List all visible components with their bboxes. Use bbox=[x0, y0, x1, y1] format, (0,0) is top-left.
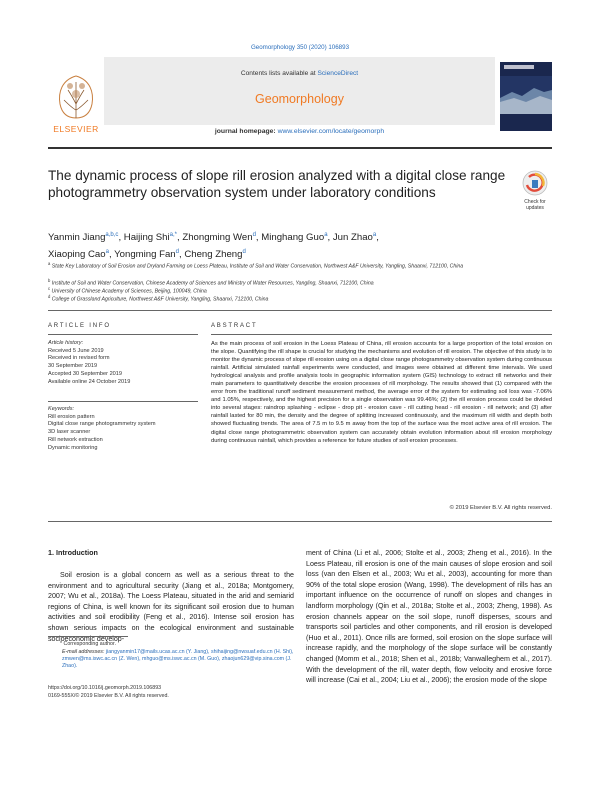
affiliation-sup: b bbox=[48, 278, 51, 283]
author[interactable] bbox=[48, 232, 118, 243]
abstract-bottom-rule bbox=[48, 521, 552, 522]
doi-link[interactable]: https://doi.org/10.1016/j.geomorph.2019.106893 bbox=[48, 685, 162, 691]
article-info-rule bbox=[48, 334, 198, 335]
keyword: Digital close range photogrammetry system bbox=[48, 421, 156, 428]
author-name: Xiaoping Cao bbox=[48, 249, 106, 261]
author-name: Minghang Guo bbox=[261, 232, 325, 244]
keyword: Rill network extraction bbox=[48, 436, 103, 443]
author-affiliation-sup: a bbox=[105, 249, 109, 256]
author-affiliation-sup: a bbox=[372, 232, 377, 238]
history-item: Received 5 June 2019 bbox=[48, 347, 104, 354]
corresponding-author-note: * Corresponding author. bbox=[60, 641, 116, 647]
elsevier-logo-icon bbox=[48, 70, 104, 130]
contents-prefix: Contents lists available at bbox=[240, 70, 318, 77]
footnote-rule bbox=[48, 636, 128, 637]
author-name: Jun Zhao bbox=[332, 232, 373, 244]
affiliation bbox=[48, 293, 552, 304]
sciencedirect-link[interactable]: ScienceDirect bbox=[317, 70, 359, 77]
keyword: Rill erosion pattern bbox=[48, 413, 95, 420]
affiliation-rule bbox=[48, 310, 552, 311]
history-item: 30 September 2019 bbox=[48, 363, 98, 370]
email-addresses bbox=[48, 649, 294, 671]
header-rule bbox=[48, 147, 552, 149]
author-affiliation-sup: a bbox=[324, 232, 328, 238]
badge-line1: Check for bbox=[524, 199, 546, 205]
affiliation bbox=[48, 260, 552, 271]
affiliation-sup: a bbox=[48, 261, 51, 266]
affiliation-sup: c bbox=[48, 286, 51, 291]
author[interactable] bbox=[114, 249, 179, 260]
author-name: Haijing Shi bbox=[123, 232, 170, 244]
keyword: Dynamic monitoring bbox=[48, 444, 98, 451]
article-title: The dynamic process of slope rill erosion analyzed with a digital close range photogrammetry observation system under laboratory conditions bbox=[48, 168, 506, 200]
affiliation-text: Institute of Soil and Water Conservation, Chinese Academy of Sciences and Ministry of Water Resources, Yangling, Shaanxi, 712100, China bbox=[51, 280, 374, 287]
intro-column-1: Soil erosion is a global concern as well as a serious threat to the environment and to agricultural security (Jiang et al., 2018a; Montgomery, 2007; Wu et al., 2018a). The Loess Plateau, situated in the arid and semiarid regions of China, is well known for its significant soil erosion due to human activities and soil erodibility (Feng et al., 2016). Intense soil erosion has shown serious impacts on the ecological environment and sustainable socioeconomic develop- bbox=[48, 571, 294, 643]
email-label: E-mail addresses: bbox=[62, 649, 105, 655]
issn-line: 0169-555X/© 2019 Elsevier B.V. All rights reserved. bbox=[48, 693, 169, 699]
author-affiliation-sup: d bbox=[175, 249, 179, 256]
article-history bbox=[48, 340, 198, 386]
journal-banner bbox=[104, 57, 495, 125]
affiliation-text: State Key Laboratory of Soil Erosion and Dryland Farming on Loess Plateau, Institute of Soil and Water Conservation, Northwest A&F University, Yangling, Shaanxi, 712100, China bbox=[51, 263, 464, 270]
author-name: Zhongming Wen bbox=[182, 232, 253, 244]
history-item: Available online 24 October 2019 bbox=[48, 378, 131, 385]
author-name: Yanmin Jiang bbox=[48, 232, 106, 244]
homepage-link[interactable]: www.elsevier.com/locate/geomorph bbox=[277, 128, 385, 135]
email-list[interactable]: jiangyanmin17@mails.ucas.ac.cn (Y. Jiang), shihaijing@nwsuaf.edu.cn (H. Shi), zmwen@ms.iswc.ac.cn (Z. Wen), mhguo@ms.iswc.ac.cn (M. Guo), zhaojun629@vip.sina.com (J. Zhao). bbox=[62, 649, 294, 670]
abstract-copyright: © 2019 Elsevier B.V. All rights reserved. bbox=[449, 505, 552, 511]
author-affiliation-sup: d bbox=[252, 232, 256, 238]
author-list: Yanmin Jiang$^{a,b,c}$, Haijing Shi$^{a,*}$, Zhongming Wen$^d$, Minghang Guo$^a$, Jun Zhao$^a$, Xiaoping Cao$^a$, Yongming Fan$^d$, Cheng Zheng$^d$ bbox=[48, 232, 379, 261]
keywords-rule bbox=[48, 401, 198, 402]
homepage-label: journal homepage: bbox=[214, 128, 276, 135]
journal-name: Geomorphology bbox=[255, 92, 344, 106]
contents-line bbox=[104, 70, 495, 77]
check-for-updates-badge[interactable] bbox=[515, 168, 555, 214]
journal-cover-image bbox=[500, 62, 552, 131]
affiliation-sup: d bbox=[48, 294, 51, 299]
homepage-line bbox=[104, 128, 495, 135]
author-name: Yongming Fan bbox=[114, 249, 176, 261]
affiliation-text: University of Chinese Academy of Sciences, Beijing, 100049, China bbox=[51, 288, 207, 295]
journal-reference[interactable]: Geomorphology 350 (2020) 106893 bbox=[250, 44, 350, 51]
history-item: Accepted 30 September 2019 bbox=[48, 370, 123, 377]
author[interactable] bbox=[184, 249, 245, 260]
author[interactable] bbox=[333, 232, 376, 243]
abstract-rule bbox=[211, 334, 552, 335]
check-for-updates-icon bbox=[515, 168, 555, 214]
affiliation-text: College of Grassland Agriculture, Northwest A&F University, Yangling, Shaanxi, 712100, China bbox=[51, 296, 269, 303]
keywords bbox=[48, 406, 198, 452]
intro-column-2: ment of China (Li et al., 2006; Stolte et al., 2003; Zheng et al., 2016). In the Loess Plateau, rill erosion is one of the main causes of slope erosion and soil loss (van den Elsen et al., 2003; Wu et al., 2003), accounting for more than 90% of the total slope erosion (Wang, 1998). The development of rills has an important influence on the occurrence of runoff on slopes and changes in landform morphology (Qin et al., 2018a; Stolte et al., 2003; Zheng, 1998). As erosion channels appear on the soil slope, runoff disperses, scours and transports soil particles and other components, and rill erosion is developed (Huo et al., 2011). Once rills are formed, soil erosion on the slope surface will increase rapidly, and the morphology of the slope surface will be constantly changed (Momm et al., 2018; Shen et al., 2018b; Vanwalleghem et al., 2017). With the development of the rill, water depth, flow velocity and erosive force will increase (Cai et al., 2004; Liu et al., 2006); the erosion mode of the slope bbox=[306, 549, 552, 685]
history-label: Article history: bbox=[48, 340, 84, 346]
author-affiliation-sup: a,b,c bbox=[105, 232, 119, 238]
keywords-label: Keywords: bbox=[48, 406, 75, 412]
section-heading-introduction: 1. Introduction bbox=[48, 548, 98, 557]
author[interactable] bbox=[124, 232, 177, 243]
abstract-text: As the main process of soil erosion in the Loess Plateau of China, rill erosion accounts for a large proportion of the total erosion on the slope. Quantifying the rill shape is crucial for studying the mechanisms and evolution of rill erosion. The objective of this study is to monitor the dynamic process of slope rill erosion using on a digital close range photogrammetry observation system during continuous rainfall. Artificial simulated rainfall experiments were conducted, and images were obtained at different time intervals. We used hydrological analysis and profile analysis tools in geographic information system (GIS) technology to extract rill networks and their main parameters to quantitatively describe the erosion processes of rill morphology. The results showed that (1) compared with the error from the traditional runoff sediment measurement method, the average error of the system for estimating soil loss was -7.06% and 1.05%, respectively, and the highest precision for a single observation was 99.46%; (2) the rill erosion process could be divided into several stages: raindrop splashing - eclipse - drop pit - erosion cave - rill cutting head - rill erosion - rill network; and (3) after rainfall lasted for 80 min, the density and the degree of splitting increased continuously, and the maximum rill width and depth both showed fluctuating trends. The area of 7.5 m to 9.5 m away from the top of the surface was the most active area of rill erosion. The digital close range photogrammetric observation system can accurately obtain evolution information about rill erosion morphology during continuous rainfall, which provides a reference for future studies of soil erosion processes. bbox=[211, 341, 552, 444]
abstract-heading: ABSTRACT bbox=[211, 323, 258, 329]
author-affiliation-sup: d bbox=[242, 249, 246, 256]
author[interactable] bbox=[48, 249, 109, 260]
history-item: Received in revised form bbox=[48, 355, 110, 362]
author[interactable] bbox=[261, 232, 327, 243]
keyword: 3D laser scanner bbox=[48, 429, 91, 436]
publisher-name: ELSEVIER bbox=[53, 124, 99, 134]
badge-line2: updates bbox=[526, 205, 544, 211]
author-affiliation-sup: a,* bbox=[169, 232, 177, 238]
author-name: Cheng Zheng bbox=[184, 249, 243, 261]
article-info-heading: ARTICLE INFO bbox=[48, 323, 111, 329]
author[interactable] bbox=[182, 232, 256, 243]
